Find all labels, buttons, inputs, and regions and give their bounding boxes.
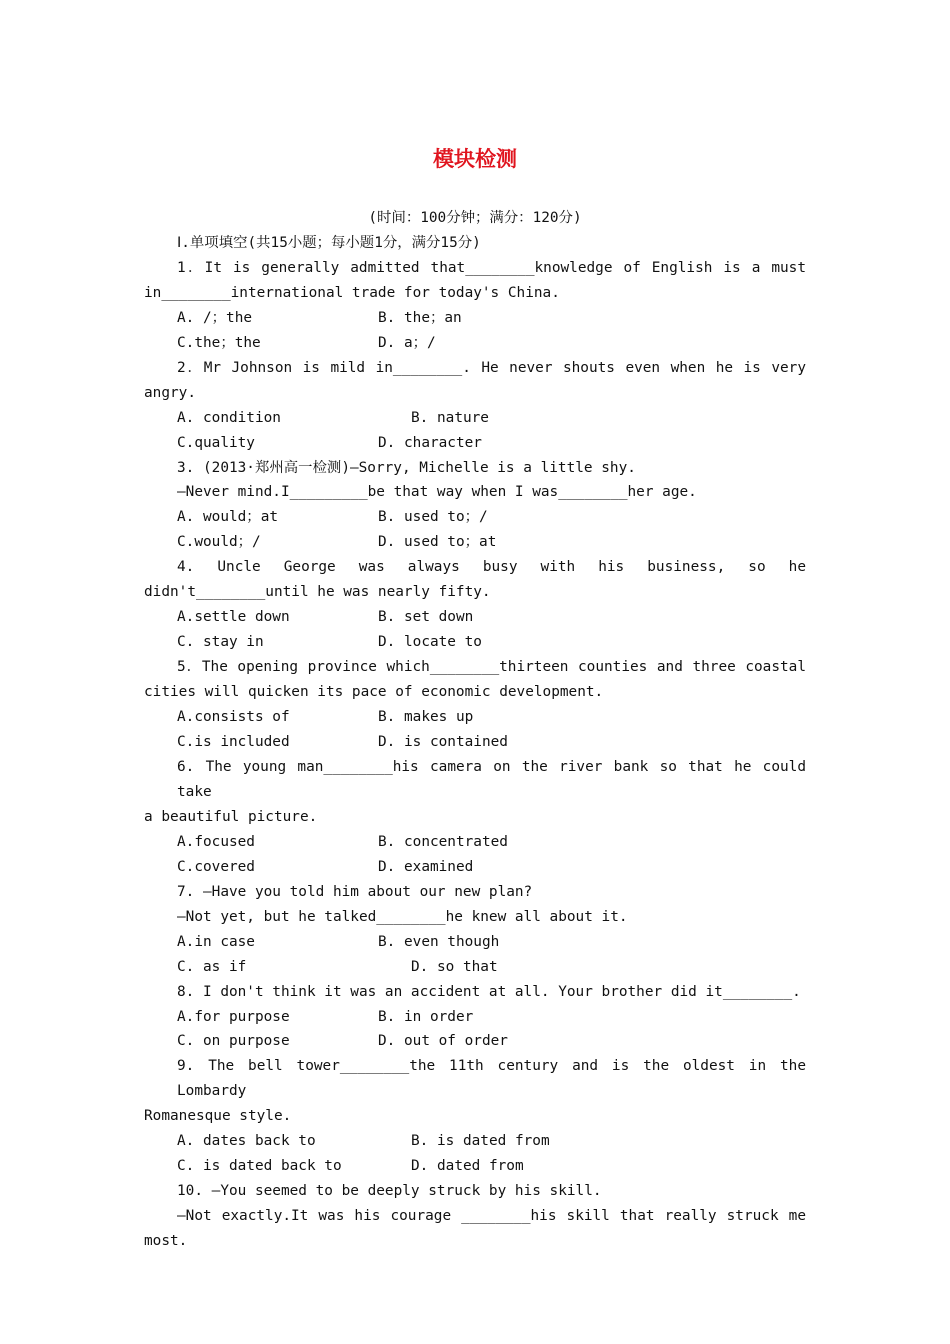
option-a: A. /；the [177, 309, 253, 326]
question-5-line-2: cities will quicken its pace of economic development. [144, 684, 604, 701]
option-d: D. used to；at [378, 534, 497, 551]
option-c: C.the；the [177, 334, 261, 351]
option-a: A. condition [177, 409, 281, 426]
question-5-line-1: 5．The opening province which________thirteen counties and three coastal [177, 659, 806, 676]
section-heading: Ⅰ.单项填空(共15小题；每小题1分，满分15分) [177, 234, 481, 251]
option-b: B. set down [378, 609, 474, 626]
question-7-options-ab [144, 930, 806, 955]
question-9-line-2: Romanesque style. [144, 1108, 292, 1125]
question-6-options-cd [144, 855, 806, 880]
question-6-line-2: a beautiful picture. [144, 808, 318, 825]
question-8-line-1: 8. I don't think it was an accident at all. Your brother did it________. [177, 983, 801, 1000]
question-4-options-ab [144, 605, 806, 630]
option-d: D. is contained [378, 734, 508, 751]
option-c: C. on purpose [177, 1033, 290, 1050]
option-c: C.is included [177, 734, 290, 751]
option-b: B. used to；/ [378, 509, 488, 526]
exam-content [144, 206, 806, 1254]
question-7-options-cd [144, 955, 806, 980]
question-2-options-ab [144, 406, 806, 431]
question-3-line-2: —Never mind.I_________be that way when I was________her age. [177, 484, 697, 501]
question-9-options-cd [144, 1154, 806, 1179]
option-b: B. makes up [378, 709, 474, 726]
option-b: B. concentrated [378, 833, 508, 850]
question-7-line-2: —Not yet, but he talked________he knew all about it. [177, 908, 628, 925]
question-3-options-cd [144, 530, 806, 555]
option-b: B. is dated from [411, 1133, 550, 1150]
question-2-line-1: 2．Mr Johnson is mild in________. He never shouts even when he is very [177, 359, 806, 376]
question-1-options-ab [144, 306, 806, 331]
option-d: D. out of order [378, 1033, 508, 1050]
question-4-line-2: didn't________until he was nearly fifty. [144, 584, 491, 601]
option-c: C. is dated back to [177, 1158, 342, 1175]
question-8-options-ab [144, 1005, 806, 1030]
option-d: D. so that [411, 958, 498, 975]
option-c: C.covered [177, 858, 255, 875]
option-b: B. nature [411, 409, 489, 426]
option-b: B. even though [378, 933, 500, 950]
option-a: A. dates back to [177, 1133, 316, 1150]
question-9-options-ab [144, 1129, 806, 1154]
option-a: A.for purpose [177, 1008, 290, 1025]
option-a: A.in case [177, 933, 255, 950]
question-6-line-1: 6. The young man________his camera on the river bank so that he could take [177, 758, 806, 800]
option-d: D. a；/ [378, 334, 436, 351]
question-5-options-cd [144, 730, 806, 755]
question-10-line-3: most. [144, 1233, 188, 1250]
question-3-options-ab [144, 505, 806, 530]
question-2-line-2: angry. [144, 384, 196, 401]
option-c: C.quality [177, 434, 255, 451]
option-d: D. dated from [411, 1158, 524, 1175]
question-8-options-cd [144, 1029, 806, 1054]
option-c: C. stay in [177, 634, 264, 651]
question-3-line-1: 3. (2013·郑州高一检测)—Sorry, Michelle is a little shy. [177, 459, 636, 476]
question-10-line-2: —Not exactly.It was his courage ________his skill that really struck me [177, 1208, 806, 1225]
question-9-line-1: 9. The bell tower________the 11th century and is the oldest in the Lombardy [177, 1058, 806, 1100]
option-a: A.settle down [177, 609, 290, 626]
question-6-options-ab [144, 830, 806, 855]
question-1-options-cd [144, 331, 806, 356]
question-4-line-1: 4. Uncle George was always busy with his business, so he [177, 559, 806, 576]
option-d: D. examined [378, 858, 474, 875]
exam-meta: (时间：100分钟；满分：120分) [368, 210, 582, 226]
option-a: A.focused [177, 833, 255, 850]
question-1-line-2: in________international trade for today's China. [144, 284, 560, 301]
option-a: A.consists of [177, 709, 290, 726]
page-title: 模块检测 [433, 147, 517, 171]
option-b: B. in order [378, 1008, 474, 1025]
question-5-options-ab [144, 705, 806, 730]
option-b: B. the；an [378, 309, 462, 326]
option-c: C.would；/ [177, 534, 261, 551]
question-4-options-cd [144, 630, 806, 655]
option-d: D. locate to [378, 634, 482, 651]
question-10-line-1: 10. —You seemed to be deeply struck by his skill. [177, 1183, 602, 1200]
option-c: C. as if [177, 958, 247, 975]
option-a: A. would；at [177, 509, 279, 526]
question-7-line-1: 7. —Have you told him about our new plan? [177, 883, 533, 900]
question-2-options-cd [144, 431, 806, 456]
question-1-line-1: 1．It is generally admitted that________knowledge of English is a must [177, 259, 806, 276]
option-d: D. character [378, 434, 482, 451]
